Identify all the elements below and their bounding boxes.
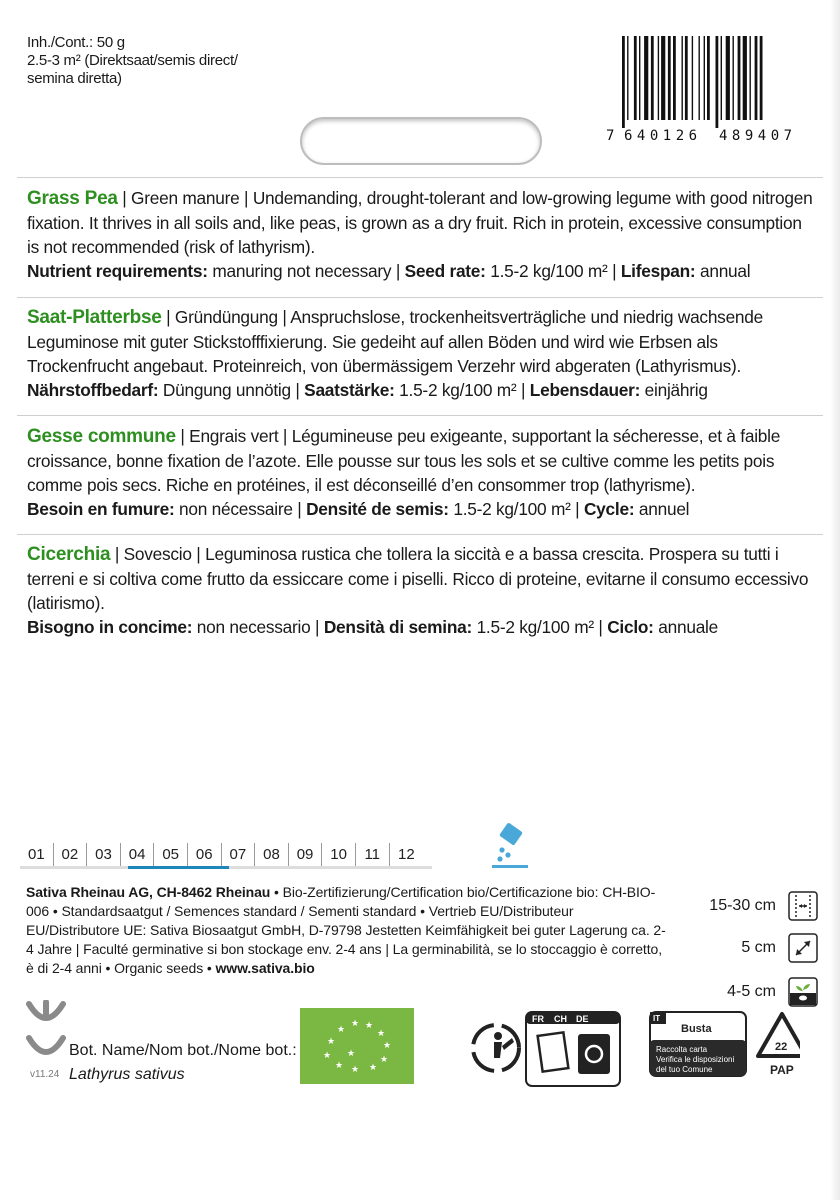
barcode-bar [707,36,710,120]
eu-star-icon: ★ [326,1037,336,1047]
seed-shape-icon [26,1034,66,1064]
lifespan-label: Cycle: [583,499,635,519]
lifespan-value: annual [695,261,751,281]
barcode-bar [639,36,640,120]
barcode-bars [606,36,814,128]
country-code-fr: FR [532,1014,544,1024]
barcode-bar [658,36,659,120]
nutrient-label: Besoin en fumure: [27,499,175,519]
barcode-bar [622,36,625,128]
month-cell: 12 [397,846,415,863]
barcode-first-digit: 7 [606,128,615,144]
country-code-ch: CH [554,1014,567,1024]
seed-rate-value: 1.5-2 kg/100 m² | [472,617,608,637]
section-german [0,305,840,402]
eu-star-icon: ★ [379,1055,389,1065]
seed-rate-label: Densità di semina: [323,617,473,637]
sowing-depth-spec [727,975,818,1009]
barcode-bar [743,36,747,120]
sowing-depth-value: 4-5 cm [727,983,776,1000]
sowing-period-bar [20,866,432,869]
eu-star-icon: ★ [376,1029,386,1039]
italy-disposal-line2: Verifica le disposizioni [656,1055,735,1064]
barcode-bar [716,36,719,128]
seed-rate-label: Seed rate: [404,261,486,281]
italy-code: IT [653,1014,661,1023]
nutrient-value: manuring not necessary | [207,261,405,281]
nutrient-value: non necessario | [192,617,324,637]
company-website[interactable]: www.sativa.bio [215,960,315,976]
section-description: | Sovescio | Leguminosa rustica che tollera la siccità e a bassa crescita. Prospera su tutti i terreni e si coltiva come frutto da essiccare come i piselli. Ricco di proteine, evitarne il consumo eccessivo (latirismo). [27,544,809,613]
barcode-bar [721,36,722,120]
barcode-bar [738,36,741,120]
version-label: v11.24 [30,1069,60,1080]
section-description: | Engrais vert | Légumineuse peu exigeante, supportant la sécheresse, et à faible croissance, bonne fixation de l’azote. Elle pousse sur tous les sols et se cultive comme les petits pois comme pois secs. Riche en protéines, il est déconseillé d’en consommer trop (lathyrisme). [27,426,781,495]
section-divider [17,297,823,298]
company-info [26,883,666,978]
botanical-name: Lathyrus sativus [69,1066,185,1083]
botanical-name-label: Bot. Name/Nom bot./Nome bot.: [69,1042,297,1059]
nutrient-value: non nécessaire | [174,499,307,519]
month-cell: 11 [356,843,390,869]
barcode-bar [699,36,700,120]
seed-rate-value: 1.5-2 kg/100 m² | [485,261,621,281]
section-title: Gesse commune [27,426,176,447]
barcode-bar [750,36,751,120]
section-title: Grass Pea [27,188,118,209]
lifespan-label: Ciclo: [607,617,654,637]
sowing-depth-icon [788,977,818,1007]
section-title: Saat-Platterbse [27,307,162,328]
company-name: Sativa Rheinau AG, CH-8462 Rheinau [26,884,271,900]
recycling-marks [470,1010,800,1090]
contents-area: 2.5-3 m² (Direktsaat/semis direct/ [27,52,238,69]
italy-disposal-line1: Raccolta carta [656,1045,708,1054]
eu-star-icon: ★ [350,1019,360,1029]
eu-organic-logo [300,1008,414,1084]
barcode-left-digits: 640126 [624,128,702,144]
contents-area-cont: semina diretta) [27,70,122,87]
lifespan-value: annuale [653,617,719,637]
eu-star-icon: ★ [364,1021,374,1031]
barcode-bar [661,36,665,120]
section-description: | Gründüngung | Anspruchslose, trockenheitsverträgliche und niedrig wachsende Leguminose mit guter Stickstofffixierung. Sie gedeiht auf allen Böden und wird wie Erbsen als Trockenfrucht angebaut. Proteinreich, von übermässigem Verzehr wird abgeraten (Lathyrismus). [27,307,764,376]
month-cell-active: 06 [188,843,222,869]
section-italian [0,542,840,639]
seed-rate-label: Densité de semis: [306,499,449,519]
barcode-bar [682,36,683,120]
barcode-bar [755,36,758,120]
eu-star-icon: ★ [350,1065,360,1075]
eu-star-icon: ★ [336,1025,346,1035]
seed-rate-value: 1.5-2 kg/100 m² | [394,380,530,400]
nutrient-label: Nährstoffbedarf: [27,380,159,400]
section-divider [17,415,823,416]
month-cell: 02 [54,843,88,869]
italy-packaging-type: Busta [681,1023,712,1035]
section-french [0,424,840,521]
month-cell: 03 [87,843,121,869]
recycle-material: PAP [770,1063,794,1077]
eu-star-icon: ★ [334,1061,344,1071]
month-cell: 09 [289,843,323,869]
nutrient-label: Nutrient requirements: [27,261,208,281]
company-details: • Bio-Zertifizierung/Certification bio/Certificazione bio: CH-BIO-006 • Standardsaatgut / Semences standard / Sementi standard • Vertrieb EU/Distributeur EU/Distributore UE: Sativa Biosaatgut GmbH, D-79798 Jestetten Keimfähigkeit bei guter Lagerung ca. 2-4 Jahre | Faculté germinative si bon stockage env. 2-4 ans | La germinabilità, se lo stoccaggio è corretto, è di 2-4 anni • Organic seeds • [26,884,666,976]
seed-rate-label: Saatstärke: [304,380,395,400]
lifespan-value: annuel [634,499,690,519]
barcode [606,36,814,144]
triman-icon [473,1025,519,1071]
section-divider [17,177,823,178]
hang-hole [300,117,542,165]
month-cell: 01 [20,843,54,869]
barcode-bar [634,36,637,120]
barcode-bar [733,36,734,120]
section-description: | Green manure | Undemanding, drought-tolerant and low-growing legume with good nitrogen fixation. It thrives in all soils and, like peas, is grown as a dry fruit. Rich in protein, excessive consumption is not recommended (risk of lathyrism). [27,188,813,257]
row-spacing-icon [788,891,818,921]
barcode-bar [704,36,705,120]
month-cell: 08 [255,843,289,869]
lifespan-label: Lifespan: [620,261,696,281]
lifespan-label: Lebensdauer: [529,380,641,400]
month-cell: 10 [322,843,356,869]
month-cell-active: 05 [154,843,188,869]
lifespan-value: einjährig [640,380,708,400]
package-contents [27,34,238,88]
barcode-bar [685,36,688,120]
barcode-bar [668,36,671,120]
barcode-bar [692,36,693,120]
barcode-bar [644,36,648,120]
row-spacing-spec [709,889,818,923]
italy-disposal-line3: del tuo Comune [656,1065,713,1074]
barcode-bar [760,36,763,120]
eu-star-icon: ★ [368,1063,378,1073]
barcode-bar [726,36,730,120]
nutrient-value: Düngung unnötig | [158,380,305,400]
plant-spacing-icon [788,933,818,963]
month-cell-active: 04 [121,843,155,869]
seed-rate-value: 1.5-2 kg/100 m² | [448,499,584,519]
section-english [0,186,840,283]
plant-spacing-spec [741,931,818,965]
barcode-bar [627,36,628,120]
plant-spacing-value: 5 cm [741,939,776,956]
eu-star-icon: ★ [322,1051,332,1061]
eu-star-icon: ★ [346,1049,356,1059]
country-code-de: DE [576,1014,589,1024]
contents-weight: Inh./Cont.: 50 g [27,34,125,51]
seed-shape-icon [26,1000,66,1030]
section-title: Cicerchia [27,544,111,565]
section-divider [17,534,823,535]
sowing-icon [488,822,532,870]
eu-star-icon: ★ [382,1041,392,1051]
barcode-bar [651,36,654,120]
row-spacing-value: 15-30 cm [709,897,776,914]
sowing-period-active [128,866,229,869]
barcode-right-digits: 489407 [719,128,797,144]
recycle-code: 22 [775,1041,788,1053]
nutrient-label: Bisogno in concime: [27,617,193,637]
barcode-bar [673,36,676,120]
month-cell: 07 [222,843,256,869]
